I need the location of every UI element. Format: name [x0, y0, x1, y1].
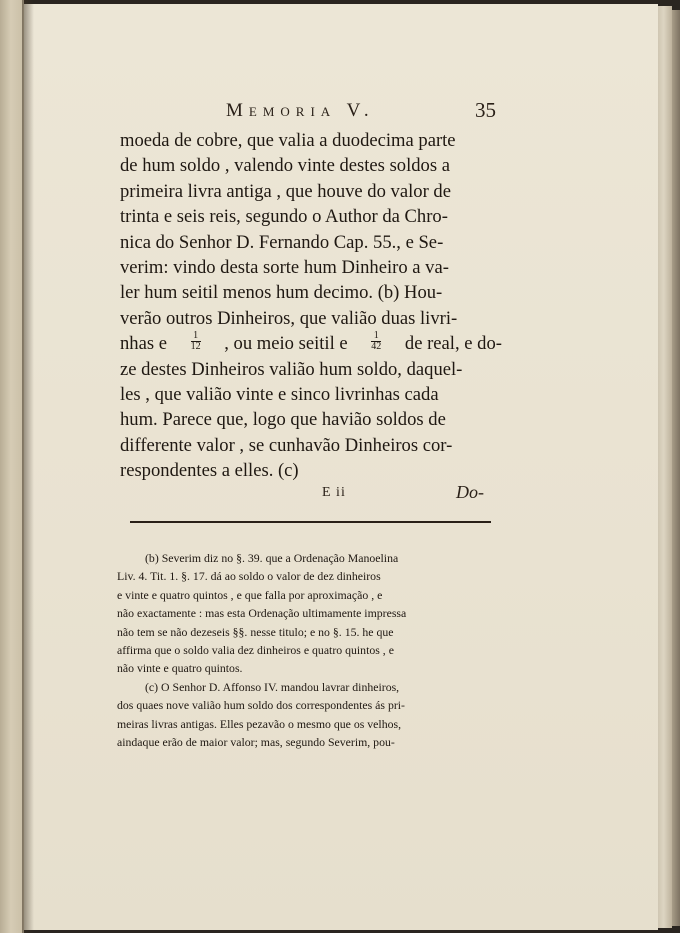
footnotes [117, 549, 501, 751]
main-text [120, 128, 502, 483]
text-line: verim: vindo desta sorte hum Dinheiro a va- [120, 256, 449, 278]
fraction-one-fortysecond [371, 331, 381, 356]
gutter-shadow [22, 0, 34, 933]
page-stack-edge [658, 6, 672, 928]
footnote-line: não vinte e quatro quintos. [117, 661, 243, 676]
fraction-one-twelfth [191, 331, 201, 356]
text-line-fractions [120, 331, 502, 356]
text-line: verão outros Dinheiros, que valião duas livri- [120, 307, 458, 329]
text-segment: , ou meio seitil e [224, 333, 348, 355]
book-cover-edge [672, 10, 680, 926]
footnote-line: não exactamente : mas esta Ordenação ultimamente impressa [117, 606, 407, 621]
numerator: 1 [371, 331, 381, 342]
running-head [226, 98, 496, 128]
footnote-line: dos quaes nove valião hum soldo dos correspondentes ás pri- [117, 698, 405, 713]
facing-page-edge [0, 0, 24, 933]
footnote-rule [130, 521, 491, 523]
text-line: hum. Parece que, logo que havião soldos de [120, 409, 446, 431]
footnote-line: não tem se não dezeseis §§. nesse titulo; e no §. 15. he que [117, 624, 394, 639]
text-line: moeda de cobre, que valia a duodecima parte [120, 130, 456, 151]
footnote-line: affirma que o soldo valia dez dinheiros e quatro quintos , e [117, 642, 394, 657]
denominator: 12 [190, 341, 201, 353]
text-line: les , que valião vinte e sinco livrinhas cada [120, 383, 439, 405]
text-line: primeira livra antiga , que houve do valor de [120, 180, 451, 202]
text-line: ler hum seitil menos hum decimo. (b) Hou- [120, 282, 443, 304]
text-line: ze destes Dinheiros valião hum soldo, daquel- [120, 358, 463, 380]
signature-mark: E ii [322, 485, 346, 500]
text-segment: nhas e [120, 333, 167, 355]
running-head-title: Memoria V. [226, 100, 375, 121]
footnote-line: (b) Severim diz no §. 39. que a Ordenação Manoelina [145, 551, 399, 565]
footnote-line: meiras livras antigas. Elles pezavão o mesmo que os velhos, [117, 716, 402, 731]
footnote-line: aindaque erão de maior valor; mas, segundo Severim, pou- [117, 734, 395, 749]
denominator: 42 [371, 341, 382, 353]
text-line: respondentes a elles. (c) [120, 460, 299, 482]
page-number: 35 [475, 98, 496, 122]
text-line: trinta e seis reis, segundo o Author da Chro- [120, 206, 448, 228]
footnote-line: Liv. 4. Tit. 1. §. 17. dá ao soldo o valor de dez dinheiros [117, 569, 381, 584]
text-segment: de real, e do- [404, 333, 502, 355]
footnote-line: e vinte e quatro quintos , e que falla por aproximação , e [117, 587, 383, 602]
numerator: 1 [191, 331, 201, 342]
text-line: nica do Senhor D. Fernando Cap. 55., e Se- [120, 231, 444, 253]
catchword: Do- [456, 482, 484, 502]
text-line: differente valor , se cunhavão Dinheiros cor- [120, 434, 453, 456]
footnote-line: (c) O Senhor D. Affonso IV. mandou lavrar dinheiros, [145, 679, 400, 694]
text-line: de hum soldo , valendo vinte destes soldos a [120, 155, 450, 177]
